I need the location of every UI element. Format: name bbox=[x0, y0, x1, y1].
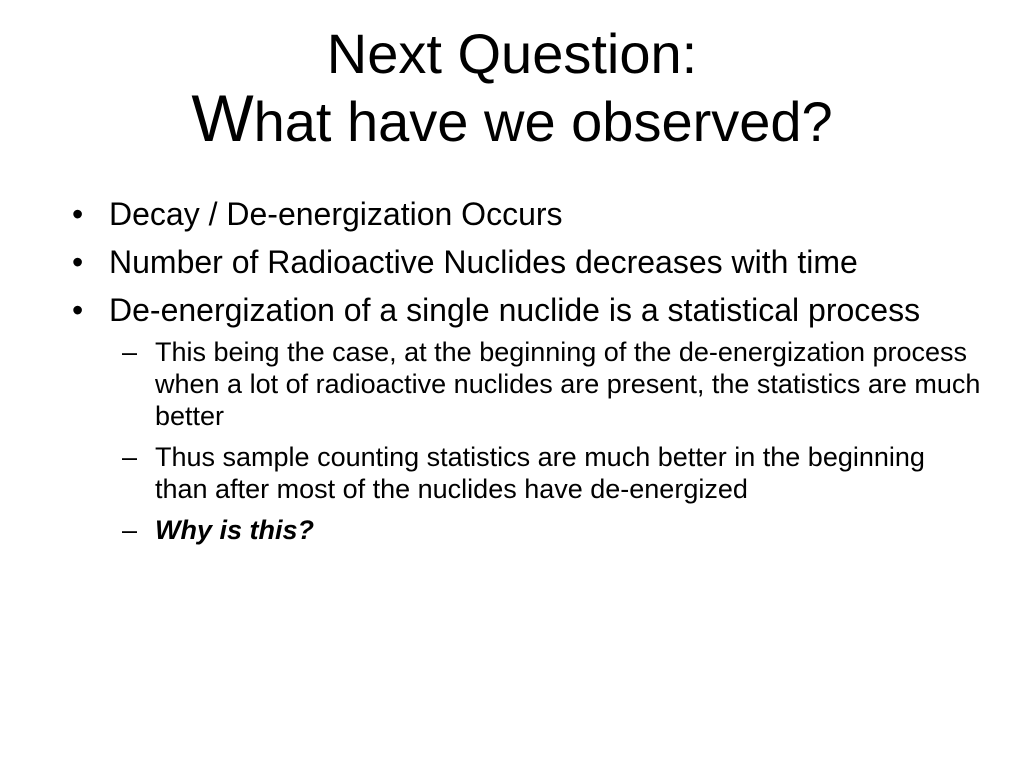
bullet-marker: • bbox=[72, 196, 84, 232]
title-line-1: Next Question: bbox=[326, 22, 698, 85]
sub-bullet-marker: – bbox=[122, 515, 138, 545]
bullet-marker: • bbox=[72, 292, 84, 328]
slide-body bbox=[72, 196, 982, 555]
sub-bullet-text: Thus sample counting statistics are much better in the beginning than after most of the nuclides have de-energized bbox=[155, 442, 925, 504]
sub-bullet-question: Why is this? bbox=[155, 515, 315, 545]
bullet-marker: • bbox=[72, 244, 84, 280]
bullet-item bbox=[72, 292, 982, 328]
bullet-text: Number of Radioactive Nuclides decreases with time bbox=[109, 244, 858, 280]
slide-title bbox=[60, 22, 964, 154]
sub-bullet-list bbox=[72, 336, 982, 546]
sub-bullet-marker: – bbox=[122, 442, 138, 472]
sub-bullet-item bbox=[122, 336, 982, 432]
title-line-2-text: hat have we observed? bbox=[253, 90, 833, 153]
sub-bullet-marker: – bbox=[122, 337, 138, 367]
title-line-2 bbox=[60, 81, 964, 155]
sub-bullet-item bbox=[122, 441, 982, 505]
sub-bullet-item bbox=[122, 514, 982, 546]
bullet-text: Decay / De-energization Occurs bbox=[109, 196, 563, 232]
title-initial-letter: W bbox=[191, 81, 254, 155]
sub-bullet-text: This being the case, at the beginning of the de-energization process when a lot of radioactive nuclides are present, the statistics are much better bbox=[155, 337, 981, 431]
bullet-item bbox=[72, 244, 982, 280]
bullet-text: De-energization of a single nuclide is a statistical process bbox=[109, 292, 921, 328]
bullet-item bbox=[72, 196, 982, 232]
